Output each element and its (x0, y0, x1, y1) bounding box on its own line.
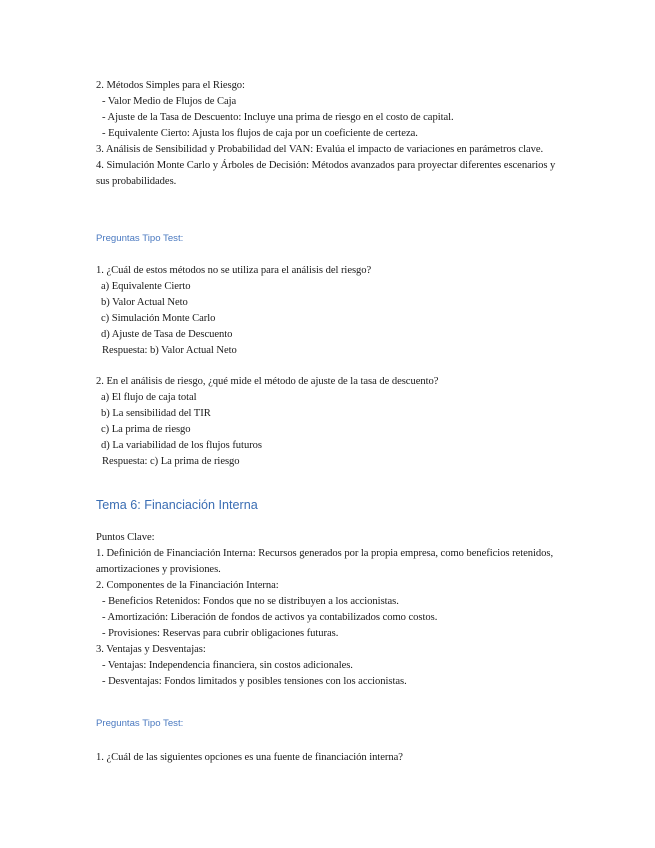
question-block (96, 750, 566, 766)
question-text: 2. En el análisis de riesgo, ¿qué mide el método de ajuste de la tasa de descuento? (96, 376, 439, 387)
answer-text: Respuesta: c) La prima de riesgo (102, 456, 240, 467)
list-item: - Beneficios Retenidos: Fondos que no se distribuyen a los accionistas. (102, 596, 399, 607)
list-item: 3. Análisis de Sensibilidad y Probabilidad del VAN: Evalúa el impacto de variaciones en parámetros clave. (96, 144, 544, 155)
list-item: - Equivalente Cierto: Ajusta los flujos de caja por un coeficiente de certeza. (102, 128, 418, 139)
list-item: - Valor Medio de Flujos de Caja (102, 96, 237, 107)
option: d) La variabilidad de los flujos futuros (101, 440, 262, 451)
option: c) Simulación Monte Carlo (101, 313, 216, 324)
list-item: - Ventajas: Independencia financiera, sin costos adicionales. (102, 660, 353, 671)
answer-text: Respuesta: b) Valor Actual Neto (102, 345, 237, 356)
section-heading: Preguntas Tipo Test: (96, 233, 184, 244)
list-item: - Provisiones: Reservas para cubrir obligaciones futuras. (102, 628, 339, 639)
key-points (96, 530, 566, 690)
list-item: 2. Componentes de la Financiación Interna: (96, 580, 279, 591)
list-item: 4. Simulación Monte Carlo y Árboles de Decisión: Métodos avanzados para proyectar diferentes escenarios y sus probabilidades. (96, 160, 556, 187)
list-item: 1. Definición de Financiación Interna: Recursos generados por la propia empresa, como beneficios retenidos, amortizaciones y provisiones. (96, 548, 554, 575)
question-text: 1. ¿Cuál de estos métodos no se utiliza para el análisis del riesgo? (96, 265, 372, 276)
section-heading: Preguntas Tipo Test: (96, 718, 184, 729)
list-item: - Amortización: Liberación de fondos de activos ya contabilizados como costos. (102, 612, 438, 623)
question-block (96, 374, 566, 470)
risk-methods-list (96, 78, 566, 190)
question-block (96, 263, 566, 359)
list-item: - Ajuste de la Tasa de Descuento: Incluye una prima de riesgo en el costo de capital. (102, 112, 454, 123)
option: d) Ajuste de Tasa de Descuento (101, 329, 233, 340)
option: a) El flujo de caja total (101, 392, 197, 403)
key-points-label: Puntos Clave: (96, 532, 155, 543)
option: a) Equivalente Cierto (101, 281, 191, 292)
option: b) Valor Actual Neto (101, 297, 188, 308)
list-item: - Desventajas: Fondos limitados y posibles tensiones con los accionistas. (102, 676, 407, 687)
option: b) La sensibilidad del TIR (101, 408, 211, 419)
list-item: 3. Ventajas y Desventajas: (96, 644, 206, 655)
question-text: 1. ¿Cuál de las siguientes opciones es una fuente de financiación interna? (96, 752, 403, 763)
option: c) La prima de riesgo (101, 424, 191, 435)
section-title: Tema 6: Financiación Interna (96, 498, 258, 512)
list-item: 2. Métodos Simples para el Riesgo: (96, 80, 245, 91)
